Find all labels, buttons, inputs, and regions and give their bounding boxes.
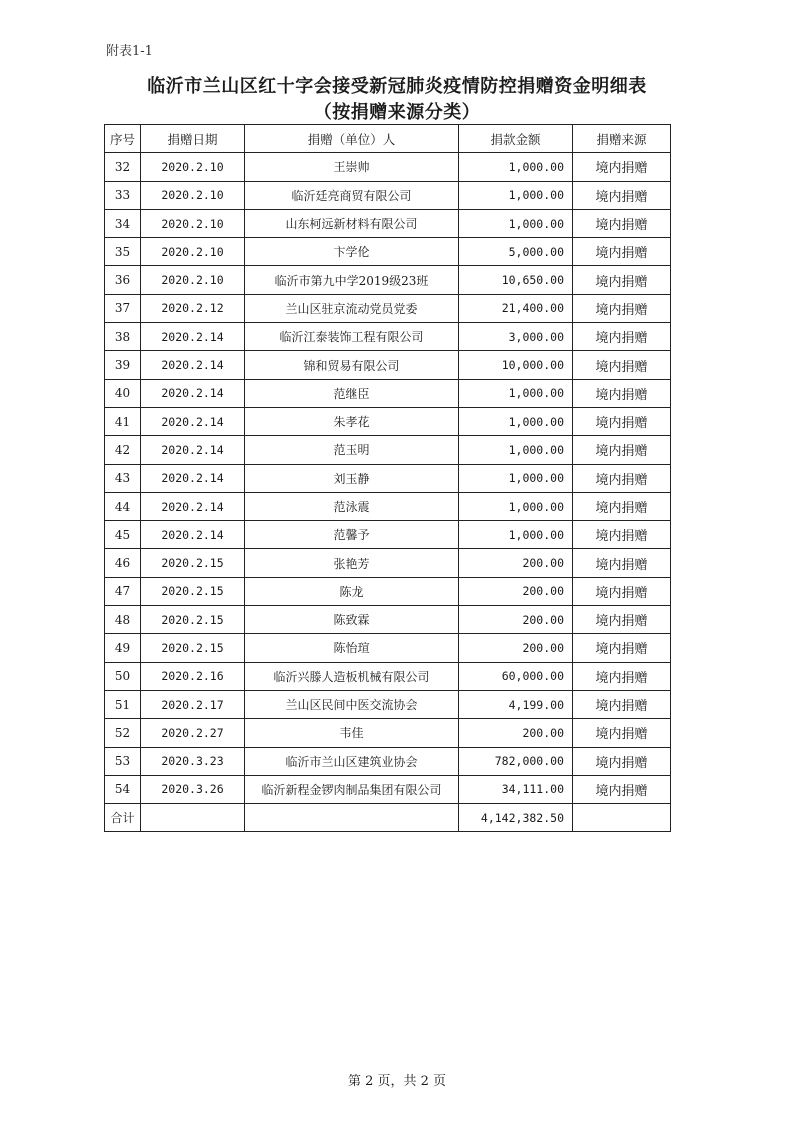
donation-date: 2020.2.14 <box>141 407 245 435</box>
donation-amount: 1,000.00 <box>459 492 573 520</box>
column-header-no: 序号 <box>105 125 141 153</box>
row-number: 46 <box>105 549 141 577</box>
donation-date: 2020.2.14 <box>141 492 245 520</box>
table-row <box>105 351 671 379</box>
table-row <box>105 662 671 690</box>
donation-amount: 200.00 <box>459 577 573 605</box>
table-row <box>105 492 671 520</box>
donation-date: 2020.2.16 <box>141 662 245 690</box>
donation-amount: 5,000.00 <box>459 238 573 266</box>
donation-date: 2020.2.15 <box>141 577 245 605</box>
donation-date: 2020.2.12 <box>141 294 245 322</box>
row-number: 36 <box>105 266 141 294</box>
row-number: 37 <box>105 294 141 322</box>
row-number: 49 <box>105 634 141 662</box>
donor-name: 王崇帅 <box>245 153 459 181</box>
donor-name: 陈怡瑄 <box>245 634 459 662</box>
donation-date: 2020.2.17 <box>141 690 245 718</box>
donor-name: 临沂市兰山区建筑业协会 <box>245 747 459 775</box>
donation-amount: 10,650.00 <box>459 266 573 294</box>
table-row <box>105 209 671 237</box>
document-title: 临沂市兰山区红十字会接受新冠肺炎疫情防控捐赠资金明细表 <box>147 76 647 97</box>
donation-source: 境内捐赠 <box>573 577 671 605</box>
donation-amount: 200.00 <box>459 606 573 634</box>
total-empty-source <box>573 804 671 832</box>
table-row <box>105 323 671 351</box>
donor-name: 临沂廷亮商贸有限公司 <box>245 181 459 209</box>
donation-source: 境内捐赠 <box>573 238 671 266</box>
donor-name: 临沂兴滕人造板机械有限公司 <box>245 662 459 690</box>
row-number: 50 <box>105 662 141 690</box>
row-number: 52 <box>105 719 141 747</box>
donation-source: 境内捐赠 <box>573 379 671 407</box>
table-row <box>105 577 671 605</box>
total-amount: 4,142,382.50 <box>459 804 573 832</box>
donor-name: 韦佳 <box>245 719 459 747</box>
donor-name: 范泳震 <box>245 492 459 520</box>
row-number: 48 <box>105 606 141 634</box>
column-header-donor: 捐赠（单位）人 <box>245 125 459 153</box>
row-number: 42 <box>105 436 141 464</box>
table-row <box>105 606 671 634</box>
donor-name: 刘玉静 <box>245 464 459 492</box>
donor-name: 临沂江泰装饰工程有限公司 <box>245 323 459 351</box>
donation-amount: 1,000.00 <box>459 464 573 492</box>
table-row <box>105 521 671 549</box>
donation-source: 境内捐赠 <box>573 690 671 718</box>
donation-amount: 200.00 <box>459 719 573 747</box>
donation-date: 2020.2.14 <box>141 379 245 407</box>
donation-date: 2020.3.26 <box>141 775 245 803</box>
donation-date: 2020.2.15 <box>141 634 245 662</box>
row-number: 40 <box>105 379 141 407</box>
donation-source: 境内捐赠 <box>573 719 671 747</box>
donation-source: 境内捐赠 <box>573 606 671 634</box>
row-number: 47 <box>105 577 141 605</box>
donation-source: 境内捐赠 <box>573 181 671 209</box>
table-row <box>105 181 671 209</box>
total-empty-date <box>141 804 245 832</box>
donor-name: 卞学伦 <box>245 238 459 266</box>
donor-name: 锦和贸易有限公司 <box>245 351 459 379</box>
donor-name: 临沂新程金锣肉制品集团有限公司 <box>245 775 459 803</box>
table-row <box>105 407 671 435</box>
donor-name: 兰山区驻京流动党员党委 <box>245 294 459 322</box>
table-row <box>105 549 671 577</box>
attachment-label: 附表1-1 <box>106 44 153 59</box>
donation-source: 境内捐赠 <box>573 266 671 294</box>
donation-source: 境内捐赠 <box>573 492 671 520</box>
donation-amount: 1,000.00 <box>459 181 573 209</box>
donation-source: 境内捐赠 <box>573 521 671 549</box>
donation-amount: 1,000.00 <box>459 209 573 237</box>
donation-amount: 34,111.00 <box>459 775 573 803</box>
donor-name: 山东柯远新材料有限公司 <box>245 209 459 237</box>
row-number: 43 <box>105 464 141 492</box>
donor-name: 朱孝花 <box>245 407 459 435</box>
donation-date: 2020.2.14 <box>141 436 245 464</box>
donation-amount: 10,000.00 <box>459 351 573 379</box>
donor-name: 张艳芳 <box>245 549 459 577</box>
donation-date: 2020.2.10 <box>141 181 245 209</box>
donation-amount: 21,400.00 <box>459 294 573 322</box>
donation-source: 境内捐赠 <box>573 464 671 492</box>
donation-amount: 60,000.00 <box>459 662 573 690</box>
donation-source: 境内捐赠 <box>573 747 671 775</box>
donation-amount: 4,199.00 <box>459 690 573 718</box>
total-empty-donor <box>245 804 459 832</box>
donation-date: 2020.2.10 <box>141 153 245 181</box>
donation-source: 境内捐赠 <box>573 436 671 464</box>
donation-date: 2020.2.14 <box>141 323 245 351</box>
donation-date: 2020.2.14 <box>141 351 245 379</box>
donor-name: 陈致霖 <box>245 606 459 634</box>
donation-source: 境内捐赠 <box>573 775 671 803</box>
column-header-source: 捐赠来源 <box>573 125 671 153</box>
donation-source: 境内捐赠 <box>573 351 671 379</box>
donation-date: 2020.2.10 <box>141 238 245 266</box>
table-row <box>105 436 671 464</box>
donation-amount: 1,000.00 <box>459 521 573 549</box>
donation-amount: 1,000.00 <box>459 379 573 407</box>
donor-name: 兰山区民间中医交流协会 <box>245 690 459 718</box>
donation-date: 2020.2.27 <box>141 719 245 747</box>
row-number: 38 <box>105 323 141 351</box>
donation-amount: 1,000.00 <box>459 407 573 435</box>
donation-source: 境内捐赠 <box>573 634 671 662</box>
total-label: 合计 <box>105 804 141 832</box>
document-subtitle: （按捐赠来源分类） <box>313 102 481 123</box>
donation-date: 2020.2.10 <box>141 266 245 294</box>
donation-date: 2020.3.23 <box>141 747 245 775</box>
donation-source: 境内捐赠 <box>573 153 671 181</box>
donation-date: 2020.2.15 <box>141 606 245 634</box>
donation-amount: 1,000.00 <box>459 153 573 181</box>
table-row <box>105 294 671 322</box>
row-number: 54 <box>105 775 141 803</box>
donation-date: 2020.2.14 <box>141 464 245 492</box>
table-row <box>105 690 671 718</box>
donation-amount: 1,000.00 <box>459 436 573 464</box>
donation-source: 境内捐赠 <box>573 407 671 435</box>
donation-source: 境内捐赠 <box>573 662 671 690</box>
donation-source: 境内捐赠 <box>573 294 671 322</box>
donation-amount: 200.00 <box>459 549 573 577</box>
column-header-date: 捐赠日期 <box>141 125 245 153</box>
row-number: 33 <box>105 181 141 209</box>
row-number: 44 <box>105 492 141 520</box>
row-number: 34 <box>105 209 141 237</box>
row-number: 51 <box>105 690 141 718</box>
donation-date: 2020.2.10 <box>141 209 245 237</box>
table-row <box>105 747 671 775</box>
donation-source: 境内捐赠 <box>573 209 671 237</box>
row-number: 41 <box>105 407 141 435</box>
column-header-amount: 捐款金额 <box>459 125 573 153</box>
donor-name: 范玉明 <box>245 436 459 464</box>
table-row <box>105 266 671 294</box>
row-number: 53 <box>105 747 141 775</box>
row-number: 35 <box>105 238 141 266</box>
row-number: 39 <box>105 351 141 379</box>
donation-table <box>104 124 671 832</box>
donor-name: 临沂市第九中学2019级23班 <box>245 266 459 294</box>
donor-name: 范继臣 <box>245 379 459 407</box>
table-row <box>105 238 671 266</box>
donation-amount: 3,000.00 <box>459 323 573 351</box>
row-number: 32 <box>105 153 141 181</box>
table-row <box>105 719 671 747</box>
table-row <box>105 634 671 662</box>
table-row <box>105 153 671 181</box>
page-footer: 第 2 页，共 2 页 <box>347 1074 447 1089</box>
donation-date: 2020.2.15 <box>141 549 245 577</box>
donation-date: 2020.2.14 <box>141 521 245 549</box>
table-header-row <box>105 125 671 153</box>
table-row <box>105 775 671 803</box>
donation-source: 境内捐赠 <box>573 323 671 351</box>
donation-amount: 200.00 <box>459 634 573 662</box>
donor-name: 范馨予 <box>245 521 459 549</box>
donation-amount: 782,000.00 <box>459 747 573 775</box>
donation-source: 境内捐赠 <box>573 549 671 577</box>
table-row <box>105 379 671 407</box>
total-row <box>105 804 671 832</box>
table-row <box>105 464 671 492</box>
donor-name: 陈龙 <box>245 577 459 605</box>
row-number: 45 <box>105 521 141 549</box>
